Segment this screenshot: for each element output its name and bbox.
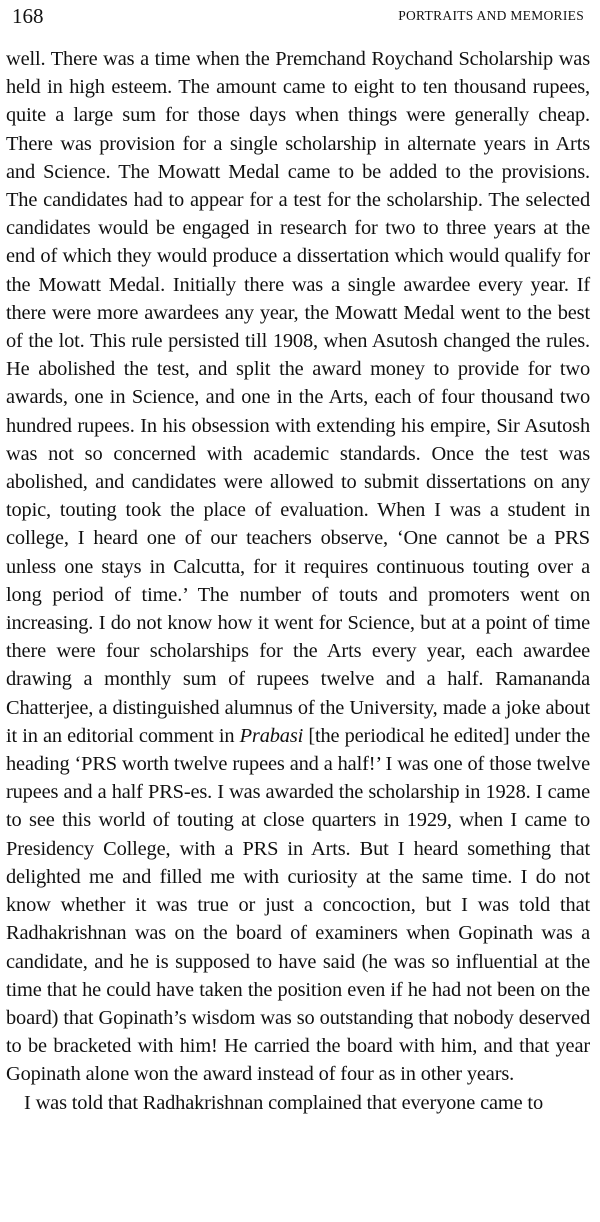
paragraph-text: [the periodical he edited] under the heading ‘PRS worth twelve rupees and a half!’ I was one of those twelve rupees and a half PRS-es. I was awarded the scholarship in 1928. I came to see this world of touting at close quarters in 1929, when I came to Presidency College, with a PRS in Arts. But I heard something that delighted me and filled me with curiosity at the same time. I do not know whether it was true or just a concoction, but I was told that Radhakrishnan was on the board of examiners when Gopinath was a candidate, and he is supposed to have said (he was so influential at the time that he could have taken the position even if he had not been on the board) that Gopinath’s wisdom was so outstanding that nobody deserved to be bracketed with him! He carried the board with him, and that year Gopinath alone won the award instead of four as in other years. xyxy=(6,724,590,1086)
paragraph-text: well. There was a time when the Premchand Roychand Scholarship was held in high esteem. The amount came to eight to ten thousand rupees, quite a large sum for those days when things were generally cheap. There was provision for a single scholarship in alternate years in Arts and Science. The Mowatt Medal came to be added to the provisions. The candidates had to appear for a test for the scholarship. The selected candidates would be engaged in research for two to three years at the end of which they would produce a dissertation which would qualify for the Mowatt Medal. Initially there was a single awardee every year. If there were more awardees any year, the Mowatt Medal went to the best of the lot. This rule persisted till 1908, when Asutosh changed the rules. He abolished the test, and split the award money to provide for two awards, one in Science, and one in the Arts, each of four thousand two hundred rupees. In his obsession with extending his empire, Sir Asutosh was not so concerned with academic standards. Once the test was abolished, and candidates were allowed to submit dissertations on any topic, touting took the place of evaluation. When I was a student in college, I heard one of our teachers observe, ‘One cannot be a PRS unless one stays in Calcutta, for it requires continuous touting over a long period of time.’ The number of touts and promoters went on increasing. I do not know how it went for Science, but at a point of time there were four scholarships for the Arts every year, each awardee drawing a monthly sum of rupees twelve and a half. Ramananda Chatterjee, a distinguished alumnus of the University, made a joke about it in an editorial comment in xyxy=(6,48,590,747)
page-header xyxy=(6,0,594,34)
periodical-title: Prabasi xyxy=(239,724,304,747)
running-title: PORTRAITS AND MEMORIES xyxy=(398,8,584,23)
paragraph xyxy=(6,45,590,1089)
paragraph: I was told that Radhakrishnan complained that everyone came to xyxy=(24,1091,543,1114)
body-text xyxy=(6,45,590,1117)
page-number: 168 xyxy=(12,4,44,28)
